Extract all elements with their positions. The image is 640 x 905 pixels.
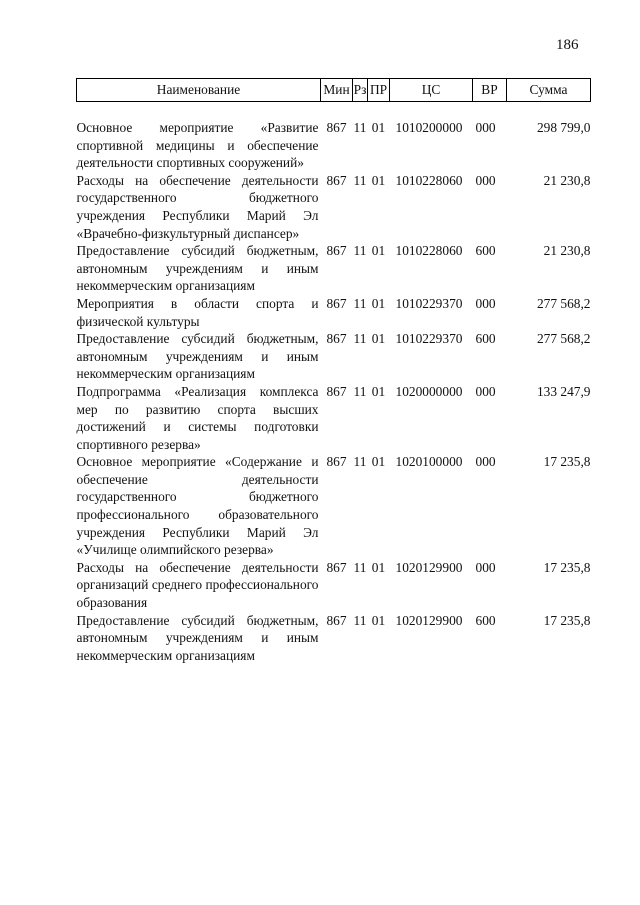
- row-rz: 11: [353, 383, 367, 399]
- row-vr: 600: [475, 612, 496, 628]
- row-min: 867: [326, 172, 347, 188]
- row-cs: 1020100000: [395, 454, 463, 470]
- row-rz: 11: [353, 454, 367, 470]
- row-name: Основное мероприятие «Содержание и обеспечение деятельности государственного бюджетного профессионального образовательного учреждения Республики Марий Эл «Училище олимпийского резерва»: [76, 454, 319, 558]
- table-row: [77, 612, 591, 665]
- row-cs: 1010229370: [395, 295, 463, 311]
- table-row: [77, 330, 591, 383]
- row-min: 867: [326, 295, 347, 311]
- row-cs: 1010228060: [395, 172, 463, 188]
- header-name: Наименование: [77, 79, 321, 102]
- header-pr: ПР: [368, 79, 390, 102]
- budget-table: [76, 78, 591, 664]
- row-cs: 1020129900: [395, 612, 463, 628]
- row-pr: 01: [371, 331, 386, 347]
- header-vr: ВР: [473, 79, 507, 102]
- row-cs: 1020129900: [395, 559, 463, 575]
- row-name: Мероприятия в области спорта и физической культуры: [76, 295, 319, 329]
- row-min: 867: [326, 559, 347, 575]
- row-sum: 17 235,8: [543, 559, 591, 575]
- row-pr: 01: [371, 243, 386, 259]
- row-vr: 000: [475, 383, 496, 399]
- table-row: [77, 172, 591, 242]
- row-pr: 01: [371, 383, 386, 399]
- row-rz: 11: [353, 612, 367, 628]
- row-vr: 000: [475, 454, 496, 470]
- row-pr: 01: [371, 454, 386, 470]
- row-min: 867: [326, 331, 347, 347]
- header-cs: ЦС: [390, 79, 473, 102]
- table-row: [77, 242, 591, 295]
- row-name: Расходы на обеспечение деятельности государственного бюджетного учреждения Республики Марий Эл «Врачебно-физкультурный диспансер»: [76, 172, 319, 241]
- row-sum: 298 799,0: [536, 120, 591, 135]
- row-sum: 21 230,8: [543, 172, 591, 188]
- row-name: Предоставление субсидий бюджетным, автономным учреждениям и иным некоммерческим организациям: [76, 243, 319, 294]
- row-rz: 11: [353, 295, 367, 311]
- row-rz: 11: [353, 331, 367, 347]
- row-min: 867: [326, 243, 347, 259]
- row-min: 867: [326, 120, 347, 135]
- row-pr: 01: [371, 120, 386, 135]
- row-pr: 01: [371, 612, 386, 628]
- table-row: [77, 453, 591, 559]
- row-vr: 000: [475, 295, 496, 311]
- page-number: 186: [556, 37, 579, 53]
- row-vr: 000: [475, 172, 496, 188]
- row-name: Расходы на обеспечение деятельности организаций среднего профессионального образования: [76, 559, 319, 611]
- row-rz: 11: [353, 559, 367, 575]
- row-pr: 01: [371, 172, 386, 188]
- row-sum: 277 568,2: [536, 295, 591, 311]
- header-rz: Рз: [353, 79, 368, 102]
- row-sum: 21 230,8: [543, 243, 591, 259]
- row-cs: 1010229370: [395, 331, 463, 347]
- header-sum: Сумма: [507, 79, 591, 102]
- row-min: 867: [326, 612, 347, 628]
- header-min: Мин: [321, 79, 353, 102]
- row-name: Основное мероприятие «Развитие спортивной медицины и обеспечение деятельности спортивных сооружений»: [76, 120, 319, 171]
- row-vr: 600: [475, 331, 496, 347]
- row-vr: 600: [475, 243, 496, 259]
- row-min: 867: [326, 383, 347, 399]
- row-rz: 11: [353, 172, 367, 188]
- table-row: [77, 559, 591, 612]
- row-min: 867: [326, 454, 347, 470]
- row-cs: 1020000000: [395, 383, 463, 399]
- row-pr: 01: [371, 295, 386, 311]
- row-sum: 133 247,9: [536, 383, 591, 399]
- row-cs: 1010228060: [395, 243, 463, 259]
- table-header-row: [77, 79, 591, 102]
- row-vr: 000: [475, 559, 496, 575]
- row-sum: 17 235,8: [543, 454, 591, 470]
- table-row: [77, 383, 591, 453]
- row-sum: 277 568,2: [536, 331, 591, 347]
- row-vr: 000: [475, 120, 496, 135]
- table-row: [77, 119, 591, 172]
- row-name: Предоставление субсидий бюджетным, автономным учреждениям и иным некоммерческим организациям: [76, 331, 319, 382]
- row-pr: 01: [371, 559, 386, 575]
- row-rz: 11: [353, 243, 367, 259]
- row-name: Подпрограмма «Реализация комплекса мер по развитию спорта высших достижений и системы подготовки спортивного резерва»: [76, 383, 319, 452]
- table-row: [77, 295, 591, 330]
- row-rz: 11: [353, 120, 367, 135]
- row-cs: 1010200000: [395, 120, 463, 135]
- row-sum: 17 235,8: [543, 612, 591, 628]
- row-name: Предоставление субсидий бюджетным, автономным учреждениям и иным некоммерческим организациям: [76, 612, 319, 663]
